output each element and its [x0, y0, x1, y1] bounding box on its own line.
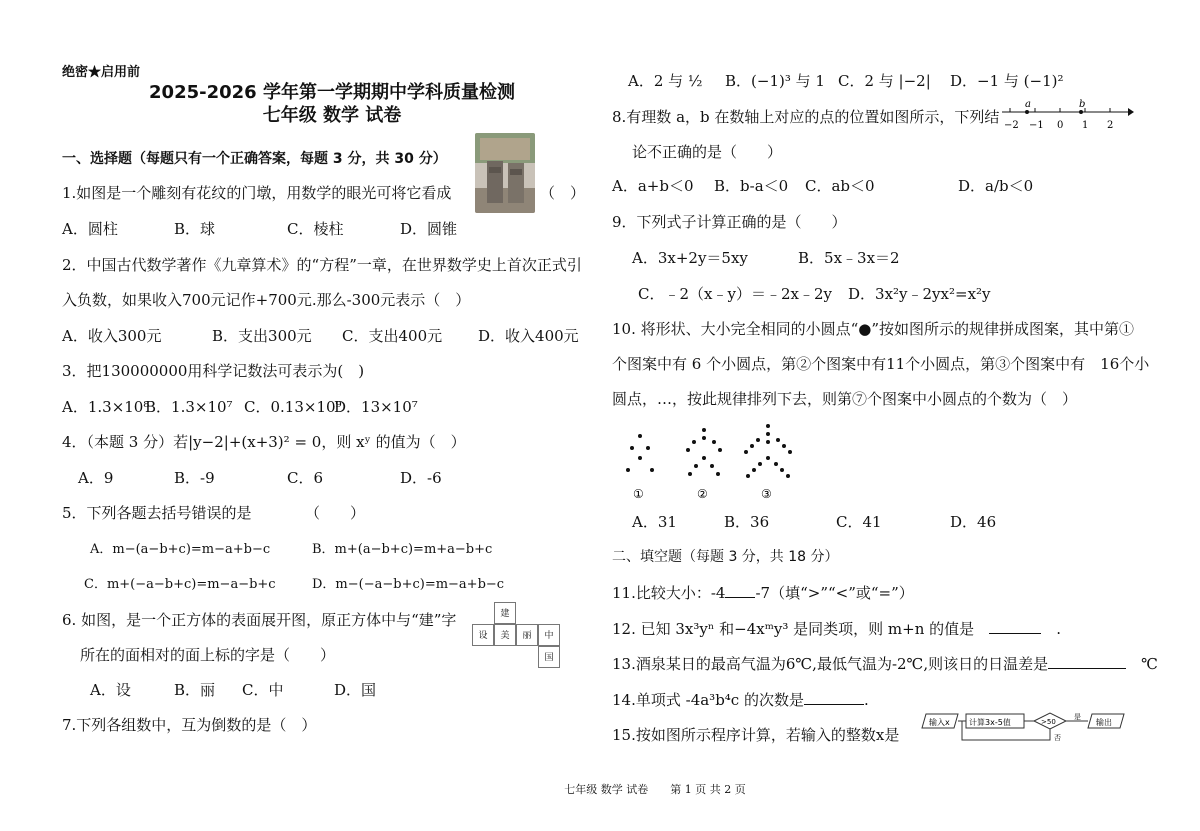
q4-stem: 4．（本题 3 分）若|y−2|+(x+3)² = 0，则 xʸ 的值为（ ）: [62, 433, 466, 451]
q6-option-a: A．设: [90, 681, 131, 699]
q13-stem[interactable]: [612, 655, 1158, 673]
q9-option-b: B．5x﹣3x＝2: [798, 249, 900, 267]
section-2-title: 二、填空题（每题 3 分，共 18 分）: [612, 549, 839, 565]
no-label: 否: [1054, 734, 1061, 742]
dot: [752, 468, 756, 472]
cube-face: 丽: [516, 624, 538, 646]
gatestone-photo: [475, 133, 535, 213]
q10-option-d: D．46: [950, 513, 997, 531]
page-footer: 七年级 数学 试卷 第 1 页 共 2 页: [564, 783, 746, 796]
confidential-label: 绝密★启用前: [62, 65, 141, 80]
q6-line-1: 6. 如图，是一个正方体的表面展开图，原正方体中与“建”字: [62, 611, 457, 629]
q9-option-a: A．3x+2y＝5xy: [632, 249, 748, 267]
q1-option-b: B．球: [174, 220, 216, 238]
q2-option-b: B．支出300元: [212, 327, 312, 345]
program-flowchart: [920, 710, 1150, 750]
dot: [646, 446, 650, 450]
dot: [766, 456, 770, 460]
compute-label: 计算3x-5值: [969, 718, 1011, 727]
q13-text-after: ℃: [1141, 655, 1158, 673]
q7-stem: 7.下列各组数中，互为倒数的是（ ）: [62, 716, 317, 734]
dot: [718, 448, 722, 452]
cube-face: 建: [494, 602, 516, 624]
dot: [702, 436, 706, 440]
dot: [650, 468, 654, 472]
q14-text-before: 14.单项式 -4a³b⁴c 的次数是: [612, 691, 804, 709]
q1-paren: （ ）: [540, 184, 586, 202]
dot: [756, 438, 760, 442]
q9-option-d: D．3x²y﹣2yx²=x²y: [848, 285, 991, 303]
q10-option-a: A．31: [632, 513, 677, 531]
cube-net-diagram: [472, 602, 562, 670]
q10-line-3: 圆点，…，按此规律排列下去，则第⑦个图案中小圆点的个数为（ ）: [612, 390, 1078, 408]
q15-stem: 15.按如图所示程序计算，若输入的整数x是: [612, 726, 900, 744]
dot: [716, 472, 720, 476]
axis-arrow: [1128, 108, 1134, 116]
dot: [710, 464, 714, 468]
dot: [776, 438, 780, 442]
q10-line-1: 10. 将形状、大小完全相同的小圆点“●”按如图所示的规律拼成图案，其中第①: [612, 320, 1135, 338]
q13-text-before: 13.酒泉某日的最高气温为6℃,最低气温为-2℃,则该日的日温差是: [612, 655, 1049, 673]
q8-option-b: B．b-a＜0: [714, 177, 789, 195]
cube-face: 设: [472, 624, 494, 646]
q6-option-c: C．中: [242, 681, 284, 699]
q13-answer-blank[interactable]: [1048, 668, 1126, 669]
pattern-label: ③: [761, 487, 772, 501]
tick-label: 2: [1107, 120, 1114, 131]
q8-option-c: C．ab＜0: [805, 177, 875, 195]
q11-stem[interactable]: [612, 584, 914, 602]
q3-option-a: A．1.3×10⁸: [62, 398, 150, 416]
q10-line-2: 个图案中有 6 个小圆点，第②个图案中有11个小圆点，第③个图案中有 16个小: [612, 355, 1150, 373]
q9-option-c: C．﹣2（x﹣y）＝﹣2x﹣2y: [638, 285, 832, 303]
q12-text-after: .: [1056, 620, 1061, 638]
section-1-title: 一、选择题（每题只有一个正确答案，每题 3 分，共 30 分）: [62, 151, 447, 167]
q2-line-1: 2．中国古代数学著作《九章算术》的“方程”一章，在世界数学史上首次正式引: [62, 256, 582, 274]
q9-stem: 9．下列式子计算正确的是（ ）: [612, 213, 847, 231]
dot: [750, 444, 754, 448]
q12-stem[interactable]: [612, 620, 1061, 638]
q14-text-after: .: [863, 691, 869, 709]
exam-subtitle: 七年级 数学 试卷: [262, 105, 402, 126]
q14-answer-blank[interactable]: [804, 704, 864, 705]
output-label: 输出: [1096, 718, 1112, 727]
dot: [766, 424, 770, 428]
input-label: 输入x: [929, 718, 950, 727]
dot: [766, 432, 770, 436]
q11-answer-blank[interactable]: [725, 597, 755, 598]
q8-line-2: 论不正确的是（ ）: [632, 143, 783, 161]
dot: [638, 456, 642, 460]
dot: [702, 456, 706, 460]
q3-option-b: B．1.3×10⁷: [145, 398, 233, 416]
q3-option-d: D．13×10⁷: [334, 398, 418, 416]
dot: [766, 440, 770, 444]
q4-option-c: C．6: [287, 469, 324, 487]
pattern-label: ②: [697, 487, 708, 501]
q6-line-2: 所在的面相对的面上标的字是（ ）: [80, 646, 336, 664]
tick-label: 0: [1057, 120, 1064, 131]
decision-label: >50: [1041, 718, 1056, 726]
q5-option-d: D．m−(−a−b+c)=m−a+b−c: [312, 577, 505, 592]
dot: [780, 468, 784, 472]
tick-label: 1: [1082, 120, 1089, 131]
dot: [782, 444, 786, 448]
q6-option-d: D．国: [334, 681, 377, 699]
q5-stem: 5．下列各题去括号错误的是: [62, 504, 252, 522]
dot: [788, 450, 792, 454]
q2-option-c: C．支出400元: [342, 327, 443, 345]
q14-stem[interactable]: [612, 691, 869, 709]
dot: [638, 434, 642, 438]
dot: [744, 450, 748, 454]
tick-label: −1: [1029, 120, 1044, 131]
dot: [702, 428, 706, 432]
q12-answer-blank[interactable]: [989, 633, 1041, 634]
point-b-marker: [1079, 110, 1083, 114]
yes-label: 是: [1074, 713, 1081, 721]
q2-option-d: D．收入400元: [478, 327, 579, 345]
number-line-diagram: [1000, 98, 1135, 134]
q8-line-1: 8.有理数 a，b 在数轴上对应的点的位置如图所示，下列结: [612, 108, 1000, 126]
q2-option-a: A．收入300元: [62, 327, 162, 345]
q5-option-a: A．m−(a−b+c)=m−a+b−c: [90, 542, 271, 557]
cube-face: 中: [538, 624, 560, 646]
q4-option-d: D．-6: [400, 469, 442, 487]
q1-stem: 1.如图是一个雕刻有花纹的门墩，用数学的眼光可将它看成: [62, 184, 452, 202]
q3-stem: 3．把130000000用科学记数法可表示为( ): [62, 362, 365, 380]
cube-face: 美: [494, 624, 516, 646]
q8-option-a: A．a+b＜0: [612, 177, 694, 195]
q10-option-c: C．41: [836, 513, 882, 531]
dot: [686, 448, 690, 452]
q7-option-b: B．(−1)³ 与 1: [725, 72, 825, 90]
q1-option-a: A．圆柱: [62, 220, 118, 238]
dot: [630, 446, 634, 450]
q4-option-a: A．9: [78, 469, 114, 487]
q11-text-after: -7（填“>”“<”或“=”）: [755, 584, 914, 602]
q12-text-before: 12. 已知 3x³yⁿ 和−4xᵐy³ 是同类项，则 m+n 的值是: [612, 620, 975, 638]
point-a-label: a: [1025, 99, 1031, 110]
dot: [692, 440, 696, 444]
dot: [626, 468, 630, 472]
dot: [688, 472, 692, 476]
dot: [786, 474, 790, 478]
point-b-label: b: [1079, 99, 1086, 110]
dot-patterns-diagram: [612, 422, 812, 502]
q6-option-b: B．丽: [174, 681, 216, 699]
q5-option-b: B．m+(a−b+c)=m+a−b+c: [312, 542, 493, 557]
dot: [758, 462, 762, 466]
q8-option-d: D．a/b＜0: [958, 177, 1034, 195]
q10-option-b: B．36: [724, 513, 770, 531]
q11-text-before: 11.比较大小：-4: [612, 584, 726, 602]
q1-option-c: C．棱柱: [287, 220, 344, 238]
exam-title: 2025-2026 学年第一学期期中学科质量检测: [149, 82, 515, 103]
cube-face: 国: [538, 646, 560, 668]
dot: [774, 462, 778, 466]
q7-option-a: A．2 与 ½: [628, 72, 703, 90]
q7-option-d: D．−1 与 (−1)²: [950, 72, 1064, 90]
tick-label: −2: [1004, 120, 1019, 131]
dot: [746, 474, 750, 478]
q3-option-c: C．0.13×10⁹: [244, 398, 342, 416]
q1-option-d: D．圆锥: [400, 220, 458, 238]
dot: [694, 464, 698, 468]
q7-option-c: C．2 与 |−2|: [838, 72, 931, 90]
dot: [712, 440, 716, 444]
q5-option-c: C．m+(−a−b+c)=m−a−b+c: [84, 577, 276, 592]
q4-option-b: B．-9: [174, 469, 215, 487]
q5-paren: （ ）: [305, 504, 366, 522]
pattern-label: ①: [633, 487, 644, 501]
point-a-marker: [1025, 110, 1029, 114]
q2-line-2: 入负数，如果收入700元记作+700元.那么-300元表示（ ）: [62, 291, 471, 309]
